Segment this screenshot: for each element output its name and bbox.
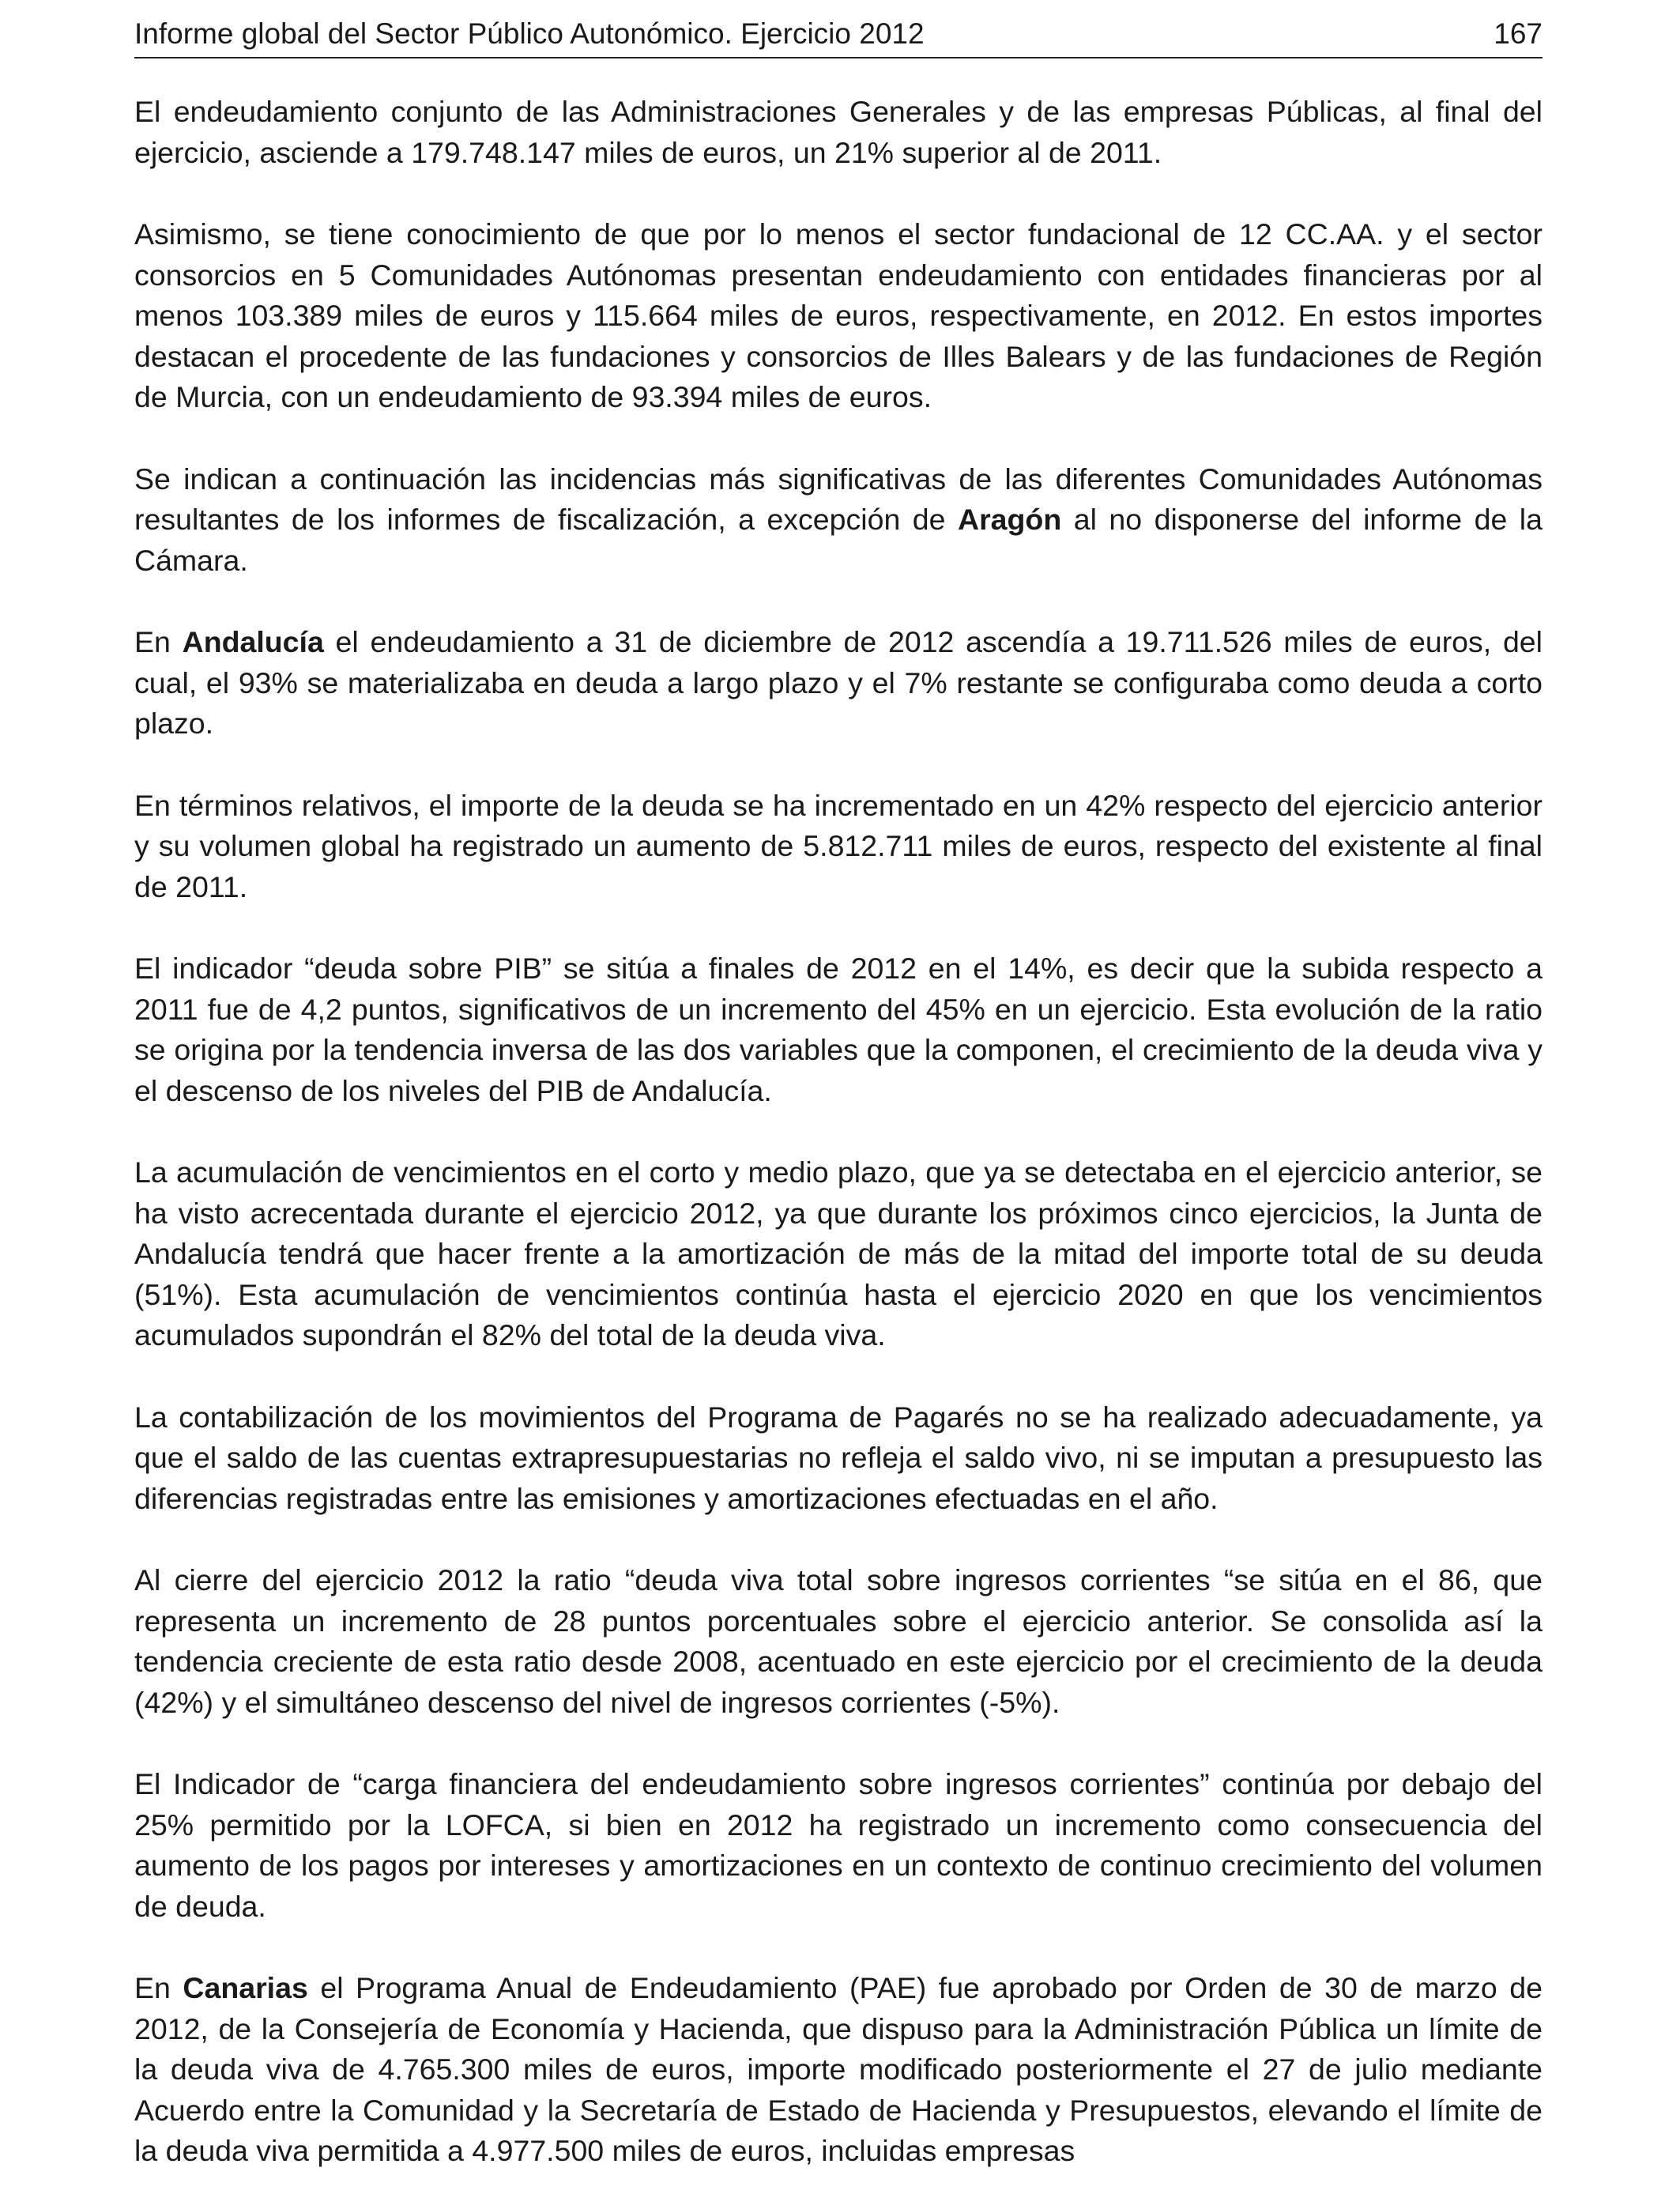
paragraph-debt-income-ratio: Al cierre del ejercicio 2012 la ratio “deuda viva total sobre ingresos corrientes “se sitúa en el 86, que representa un incremento de 28 puntos porcentuales sobre el ejercicio anterior. Se consolida así la tendencia creciente de esta ratio desde 2008, acentuado en este ejercicio por el crecimiento de la deuda (42%) y el simultáneo descenso del nivel de ingresos corrientes (-5%).	[134, 1563, 1543, 1719]
text-segment: En	[134, 625, 183, 658]
paragraph-maturities: La acumulación de vencimientos en el corto y medio plazo, que ya se detectaba en el ejercicio anterior, se ha visto acrecentada durante el ejercicio 2012, ya que durante los próximos cinco ejercicios, la Junta de Andalucía tendrá que hacer frente a la amortización de más de la mitad del importe total de su deuda (51%). Esta acumulación de vencimientos continúa hasta el ejercicio 2020 en que los vencimientos acumulados supondrán el 82% del total de la deuda viva.	[134, 1155, 1543, 1351]
paragraph-total-debt: El endeudamiento conjunto de las Administraciones Generales y de las empresas Públicas, al final del ejercicio, asciende a 179.748.147 miles de euros, un 21% superior al de 2011.	[134, 95, 1543, 169]
region-name-andalucia: Andalucía	[182, 625, 324, 658]
page-header	[134, 11, 1543, 58]
text-segment: el endeudamiento a 31 de diciembre de 2012 ascendía a 19.711.526 miles de euros, del cual, el 93% se materializaba en deuda a largo plazo y el 7% restante se configuraba como deuda a corto plazo.	[134, 625, 1543, 740]
region-name-canarias: Canarias	[183, 1971, 308, 2004]
text-segment: Se indican a continuación las incidencias más significativas de las diferentes Comunidades Autónomas resultantes de los informes de fiscalización, a excepción de	[134, 462, 1543, 536]
paragraph-andalucia-debt	[134, 622, 1543, 745]
paragraph-promissory-notes: La contabilización de los movimientos del Programa de Pagarés no se ha realizado adecuadamente, ya que el saldo de las cuentas extrapresupuestarias no refleja el saldo vivo, ni se imputan a presupuesto las diferencias registradas entre las emisiones y amortizaciones efectuadas en el año.	[134, 1400, 1543, 1515]
text-segment: el Programa Anual de Endeudamiento (PAE) fue aprobado por Orden de 30 de marzo de 2012, de la Consejería de Economía y Hacienda, que dispuso para la Administración Pública un límite de la deuda viva de 4.765.300 miles de euros, importe modificado posteriormente el 27 de julio mediante Acuerdo entre la Comunidad y la Secretaría de Estado de Hacienda y Presupuestos, elevando el límite de la deuda viva permitida a 4.977.500 miles de euros, incluidas empresas	[134, 1971, 1543, 2167]
document-body	[134, 92, 1543, 2172]
running-title: Informe global del Sector Público Autonómico. Ejercicio 2012	[134, 17, 925, 50]
paragraph-canarias-pae	[134, 1968, 1543, 2172]
text-segment: En	[134, 1971, 183, 2004]
paragraph-incidences-intro	[134, 459, 1543, 582]
page-number: 167	[1494, 17, 1543, 50]
paragraph-financial-burden: El Indicador de “carga financiera del endeudamiento sobre ingresos corrientes” continúa por debajo del 25% permitido por la LOFCA, si bien en 2012 ha registrado un incremento como consecuencia del aumento de los pagos por intereses y amortizaciones en un contexto de continuo crecimiento del volumen de deuda.	[134, 1767, 1543, 1923]
paragraph-relative-terms: En términos relativos, el importe de la deuda se ha incrementado en un 42% respecto del ejercicio anterior y su volumen global ha registrado un aumento de 5.812.711 miles de euros, respecto del existente al final de 2011.	[134, 788, 1543, 903]
region-name-aragon: Aragón	[957, 503, 1062, 536]
text-segment: al no disponerse del informe de la Cámara.	[134, 503, 1543, 577]
paragraph-debt-gdp: El indicador “deuda sobre PIB” se sitúa a finales de 2012 en el 14%, es decir que la subida respecto a 2011 fue de 4,2 puntos, significativos de un incremento del 45% en un ejercicio. Esta evolución de la ratio se origina por la tendencia inversa de las dos variables que la componen, el crecimiento de la deuda viva y el descenso de los niveles del PIB de Andalucía.	[134, 952, 1543, 1107]
paragraph-foundations-consortia: Asimismo, se tiene conocimiento de que por lo menos el sector fundacional de 12 CC.AA. y el sector consorcios en 5 Comunidades Autónomas presentan endeudamiento con entidades financieras por al menos 103.389 miles de euros y 115.664 miles de euros, respectivamente, en 2012. En estos importes destacan el procedente de las fundaciones y consorcios de Illes Balears y de las fundaciones de Región de Murcia, con un endeudamiento de 93.394 miles de euros.	[134, 217, 1543, 413]
